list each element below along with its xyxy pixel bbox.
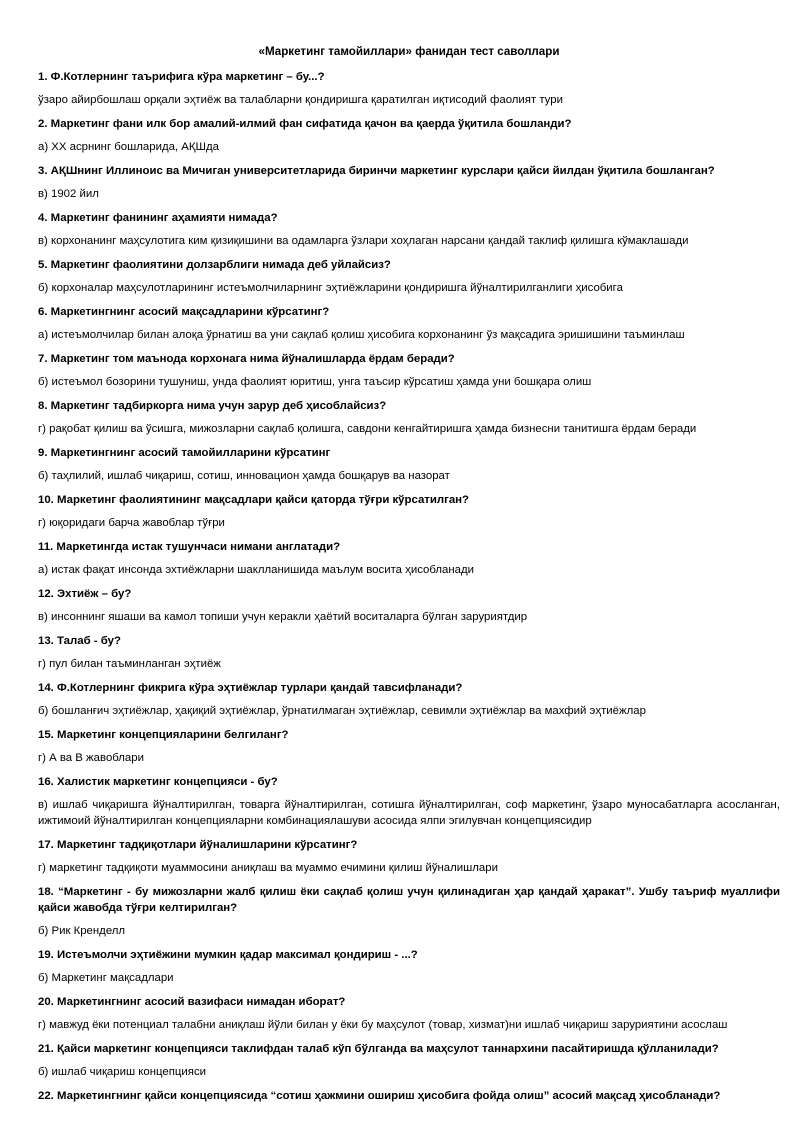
question-text: 8. Маркетинг тадбиркорга нима учун зарур деб ҳисоблайсиз? — [38, 400, 387, 412]
question-item-12 — [38, 586, 780, 625]
question-item-5 — [38, 257, 780, 296]
question-text: 18. “Маркетинг - бу мижозларни жалб қилиш ёки сақлаб қолиш учун қилинадиган ҳар қандай ҳаракат”. Ушбу таъриф муаллифи қайси жавобда тўғри келтирилган? — [38, 886, 780, 914]
question-item-1 — [38, 69, 780, 108]
answer-text: в) корхонанинг маҳсулотига ким қизиқишини ва одамларга ўзлари хоҳлаган нарсани қандай таклиф қилишга кўмаклашади — [38, 235, 689, 247]
question-item-18 — [38, 884, 780, 939]
question-item-4 — [38, 210, 780, 249]
question-item-7 — [38, 351, 780, 390]
question-text: 11. Маркетингда истак тушунчаси нимани англатади? — [38, 541, 341, 553]
question-list — [38, 69, 780, 1104]
answer-text: в) 1902 йил — [38, 188, 99, 200]
question-text: 16. Халистик маркетинг концепцияси - бу? — [38, 776, 278, 788]
question-item-9 — [38, 445, 780, 484]
question-item-20 — [38, 994, 780, 1033]
answer-text: а) истеъмолчилар билан алоқа ўрнатиш ва уни сақлаб қолиш ҳисобига корхонанинг ўз мақсадига эришишини таъминлаш — [38, 329, 685, 341]
question-item-8 — [38, 398, 780, 437]
question-item-22 — [38, 1088, 780, 1104]
answer-text: б) таҳлилий, ишлаб чиқариш, сотиш, инновацион ҳамда бошқарув ва назорат — [38, 470, 450, 482]
question-item-10 — [38, 492, 780, 531]
answer-text: б) ишлаб чиқариш концепцияси — [38, 1066, 207, 1078]
answer-text: б) Рик Кренделл — [38, 925, 126, 937]
question-item-17 — [38, 837, 780, 876]
question-item-13 — [38, 633, 780, 672]
question-text: 22. Маркетингнинг қайси концепциясида “сотиш ҳажмини ошириш ҳисобига фойда олиш” асосий мақсад ҳисобланади? — [38, 1090, 721, 1102]
question-text: 5. Маркетинг фаолиятини долзарблиги нимада деб уйлайсиз? — [38, 259, 391, 271]
question-text: 4. Маркетинг фанининг аҳамияти нимада? — [38, 212, 278, 224]
question-text: 6. Маркетингнинг асосий мақсадларини кўрсатинг? — [38, 306, 330, 318]
answer-text: г) мавжуд ёки потенциал талабни аниқлаш йўли билан у ёки бу маҳсулот (товар, хизмат)ни ишлаб чиқариш заруриятини асослаш — [38, 1019, 728, 1031]
question-text: 15. Маркетинг концепцияларини белгиланг? — [38, 729, 289, 741]
answer-text: б) бошланғич эҳтиёжлар, ҳақиқий эҳтиёжлар, ўрнатилмаган эҳтиёжлар, севимли эҳтиёжлар ва махфий эҳтиёжлар — [38, 705, 646, 717]
question-text: 3. АҚШнинг Иллиноис ва Мичиган университетларида биринчи маркетинг курслари қайси йилдан ўқитила бошланган? — [38, 165, 715, 177]
document-title: «Маркетинг тамойиллари» фанидан тест саволлари — [258, 45, 560, 58]
question-text: 7. Маркетинг том маънода корхонага нима йўналишларда ёрдам беради? — [38, 353, 455, 365]
question-item-21 — [38, 1041, 780, 1080]
question-text: 13. Талаб - бу? — [38, 635, 121, 647]
answer-text: б) Маркетинг мақсадлари — [38, 972, 174, 984]
answer-text: ўзаро айирбошлаш орқали эҳтиёж ва талабларни қондиришга қаратилган иқтисодий фаолият тури — [38, 94, 563, 106]
question-text: 14. Ф.Котлернинг фикрига кўра эҳтиёжлар турлари қандай тавсифланади? — [38, 682, 463, 694]
question-text: 10. Маркетинг фаолиятининг мақсадлари қайси қаторда тўғри кўрсатилган? — [38, 494, 470, 506]
question-text: 1. Ф.Котлернинг таърифига кўра маркетинг – бу...? — [38, 71, 325, 83]
answer-text: в) инсоннинг яшаши ва камол топиши учун керакли ҳаётий воситаларга бўлган заруриятдир — [38, 611, 528, 623]
question-item-2 — [38, 116, 780, 155]
answer-text: г) маркетинг тадқиқоти муаммосини аниқлаш ва муаммо ечимини қилиш йўналишлари — [38, 862, 498, 874]
answer-text: а) XX асрнинг бошларида, АҚШда — [38, 141, 219, 153]
answer-text: г) пул билан таъминланган эҳтиёж — [38, 658, 221, 670]
answer-text: а) истак фақат инсонда эхтиёжларни шаклланишида маълум восита ҳисобланади — [38, 564, 475, 576]
question-text: 17. Маркетинг тадқиқотлари йўналишларини кўрсатинг? — [38, 839, 358, 851]
question-item-16 — [38, 774, 780, 829]
question-text: 2. Маркетинг фани илк бор амалий-илмий фан сифатида қачон ва қаерда ўқитила бошланди? — [38, 118, 572, 130]
question-item-11 — [38, 539, 780, 578]
question-item-14 — [38, 680, 780, 719]
answer-text: б) истеъмол бозорини тушуниш, унда фаолият юритиш, унга таъсир кўрсатиш ҳамда уни бошқара олиш — [38, 376, 592, 388]
question-item-19 — [38, 947, 780, 986]
question-item-6 — [38, 304, 780, 343]
question-item-3 — [38, 163, 780, 202]
answer-text: в) ишлаб чиқаришга йўналтирилган, товарга йўналтирилган, сотишга йўналтирилган, соф маркетинг, ўзаро муносабатларга асосланган, ижтимоий йўналтирилган концепцияларни комбинациялашуви асосида ялпи эгилувчан концепциясидир — [38, 799, 780, 827]
answer-text: б) корхоналар маҳсулотларининг истеъмолчиларнинг эҳтиёжларини қондиришга йўналтирилганлиги ҳисобига — [38, 282, 623, 294]
answer-text: г) рақобат қилиш ва ўсишга, мижозларни сақлаб қолишга, савдони кенгайтиришга ҳамда бизнесни танитишга ёрдам беради — [38, 423, 697, 435]
question-text: 9. Маркетингнинг асосий тамойилларини кўрсатинг — [38, 447, 331, 459]
question-text: 12. Эхтиёж – бу? — [38, 588, 132, 600]
question-text: 19. Истеъмолчи эҳтиёжини мумкин қадар максимал қондириш - ...? — [38, 949, 418, 961]
question-text: 20. Маркетингнинг асосий вазифаси нимадан иборат? — [38, 996, 346, 1008]
question-text: 21. Қайси маркетинг концепцияси таклифдан талаб кўп бўлганда ва маҳсулот таннархини пасайтиришда қўлланилади? — [38, 1043, 719, 1055]
answer-text: г) юқоридаги барча жавоблар тўғри — [38, 517, 225, 529]
answer-text: г) А ва В жавоблари — [38, 752, 144, 764]
question-item-15 — [38, 727, 780, 766]
